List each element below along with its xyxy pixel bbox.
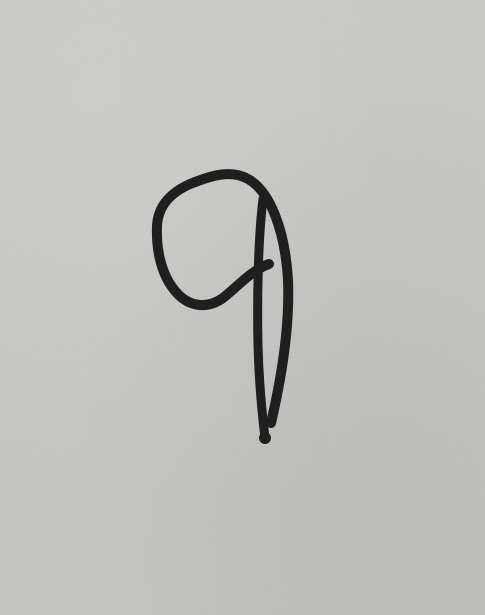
digit-loop-stroke <box>157 174 288 423</box>
digit-stem-stroke <box>258 199 265 438</box>
digit-stroke-end <box>259 432 271 444</box>
